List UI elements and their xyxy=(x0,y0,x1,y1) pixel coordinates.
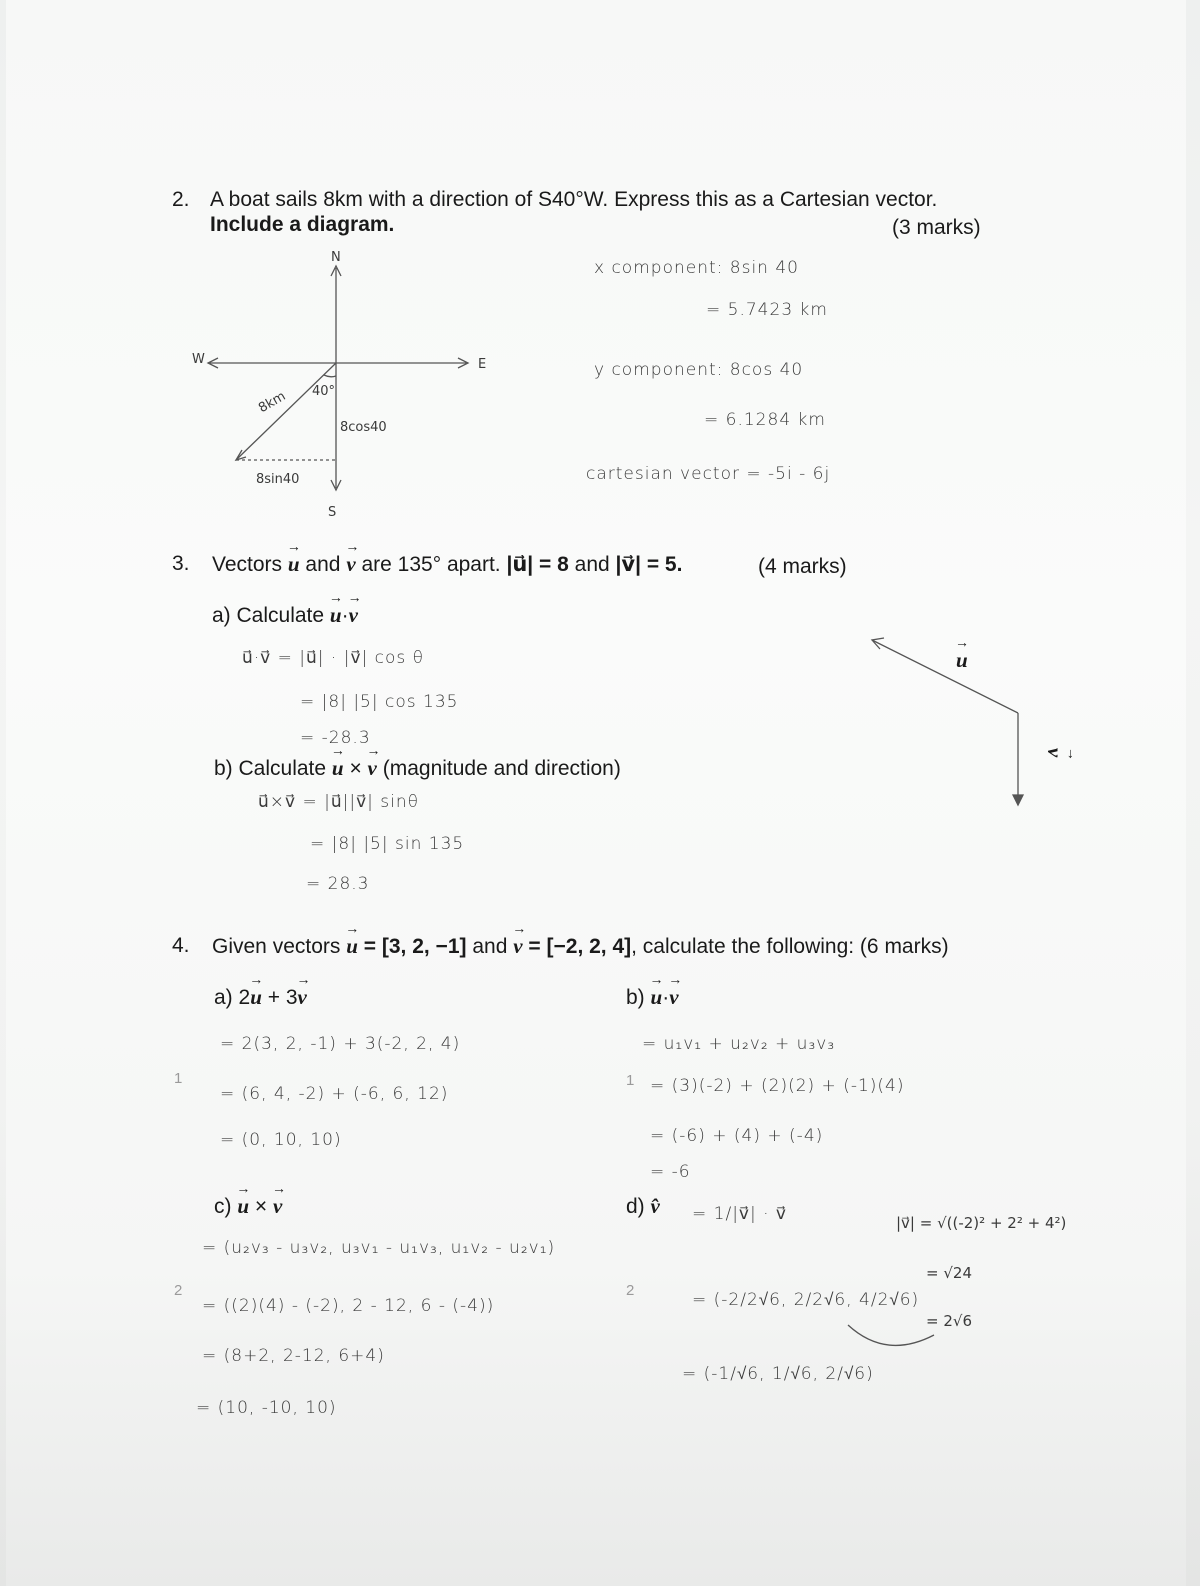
q4-a-work-3: = (0, 10, 10) xyxy=(220,1130,342,1150)
vector-u-line xyxy=(872,640,1018,713)
vector-v-arrow xyxy=(1013,795,1023,805)
q3-a-work-1: u⃗·v⃗ = |u⃗| · |v⃗| cos θ xyxy=(242,648,425,668)
q4-statement: Given vectors → u = [3, 2, −1] and → v = [−2, 2, 4], calculate the following: (6 marks) xyxy=(212,934,949,959)
q3-part-b: b) Calculate → u × → v (magnitude and direction) xyxy=(214,756,621,781)
q3-b-work-3: = 28.3 xyxy=(306,874,370,894)
q4-c-work-1: = (u₂v₃ - u₃v₂, u₃v₁ - u₁v₃, u₁v₂ - u₂v₁) xyxy=(202,1238,556,1258)
horizontal-label: 8sin40 xyxy=(256,472,300,487)
q4-d-work-3: = (-1/√6, 1/√6, 2/√6) xyxy=(682,1364,874,1384)
q4-b-score: 1 xyxy=(626,1072,635,1089)
q4-b-work-3: = (-6) + (4) + (-4) xyxy=(650,1126,824,1146)
q2-x-component: x component: 8sin 40 xyxy=(594,258,799,278)
q4-c-work-3: = (8+2, 2-12, 6+4) xyxy=(202,1346,385,1366)
q4-b-work-4: = -6 xyxy=(650,1162,691,1182)
q4-c-work-2: = ((2)(4) - (-2), 2 - 12, 6 - (-4)) xyxy=(202,1296,495,1316)
q4-number: 4. xyxy=(172,934,190,957)
q4-part-c: c) → u × → v xyxy=(214,1194,282,1219)
distance-label: 8km xyxy=(256,388,289,417)
q2-y-component: y component: 8cos 40 xyxy=(594,360,804,380)
q4-d-score: 2 xyxy=(626,1282,635,1299)
q2-marks: (3 marks) xyxy=(892,216,981,239)
angle-label: 40° xyxy=(312,384,336,399)
q4-d-work-2: = (-2/2√6, 2/2√6, 4/2√6) xyxy=(692,1290,920,1310)
q4-a-score: 1 xyxy=(174,1070,183,1087)
q4-part-b: b) → u·→ v xyxy=(626,985,679,1010)
diagram-v-label: → v xyxy=(1042,748,1067,757)
q4-d-mag-1: |v⃗| = √((-2)² + 2² + 4²) xyxy=(896,1214,1067,1232)
q4-c-work-4: = (10, -10, 10) xyxy=(196,1398,337,1418)
q2-y-result: = 6.1284 km xyxy=(704,410,826,430)
compass-west: W xyxy=(192,352,205,367)
q4-a-work-1: = 2(3, 2, -1) + 3(-2, 2, 4) xyxy=(220,1034,461,1054)
q4-b-work-1: = u₁v₁ + u₂v₂ + u₃v₃ xyxy=(642,1034,836,1054)
q2-cartesian: cartesian vector = -5i - 6j xyxy=(586,464,831,484)
q4-d-mag-3: = 2√6 xyxy=(926,1312,972,1330)
q2-text: A boat sails 8km with a direction of S40°W. Express this as a Cartesian vector. xyxy=(210,188,938,211)
compass-north: N xyxy=(331,250,341,265)
diagram-u-label: → u xyxy=(956,648,968,673)
boat-path xyxy=(236,363,336,460)
q2-bold-instruction: Include a diagram. xyxy=(210,213,395,236)
q2-x-result: = 5.7423 km xyxy=(706,300,828,320)
q4-b-work-2: = (3)(-2) + (2)(2) + (-1)(4) xyxy=(650,1076,905,1096)
hand-diagrams xyxy=(6,0,1186,1586)
compass-east: E xyxy=(478,357,487,372)
q4-d-mag-2: = √24 xyxy=(926,1264,972,1282)
vertical-label: 8cos40 xyxy=(340,420,387,435)
note-arrow xyxy=(848,1325,934,1345)
q4-a-work-2: = (6, 4, -2) + (-6, 6, 12) xyxy=(220,1084,449,1104)
q3-part-a: a) Calculate → u·→ v xyxy=(212,603,358,628)
q3-number: 3. xyxy=(172,552,190,575)
q3-marks: (4 marks) xyxy=(758,555,847,578)
q2-number: 2. xyxy=(172,188,190,211)
q3-statement: Vectors → u and → v are 135° apart. |u⃗| = 8 and |v⃗| = 5. xyxy=(212,552,682,577)
q3-b-work-2: = |8| |5| sin 135 xyxy=(310,834,465,854)
q4-d-work-1: = 1/|v⃗| · v⃗ xyxy=(692,1204,787,1224)
worksheet-page xyxy=(6,0,1186,1586)
q4-part-a: a) 2→ u + 3→ v xyxy=(214,985,307,1010)
q4-part-d: d) v̂ xyxy=(626,1194,660,1218)
q3-b-work-1: u⃗×v⃗ = |u⃗||v⃗| sinθ xyxy=(258,792,420,812)
q3-a-work-3: = -28.3 xyxy=(300,728,371,748)
compass-south: S xyxy=(328,505,337,520)
q4-c-score: 2 xyxy=(174,1282,183,1299)
angle-arc xyxy=(324,375,336,377)
q3-a-work-2: = |8| |5| cos 135 xyxy=(300,692,459,712)
